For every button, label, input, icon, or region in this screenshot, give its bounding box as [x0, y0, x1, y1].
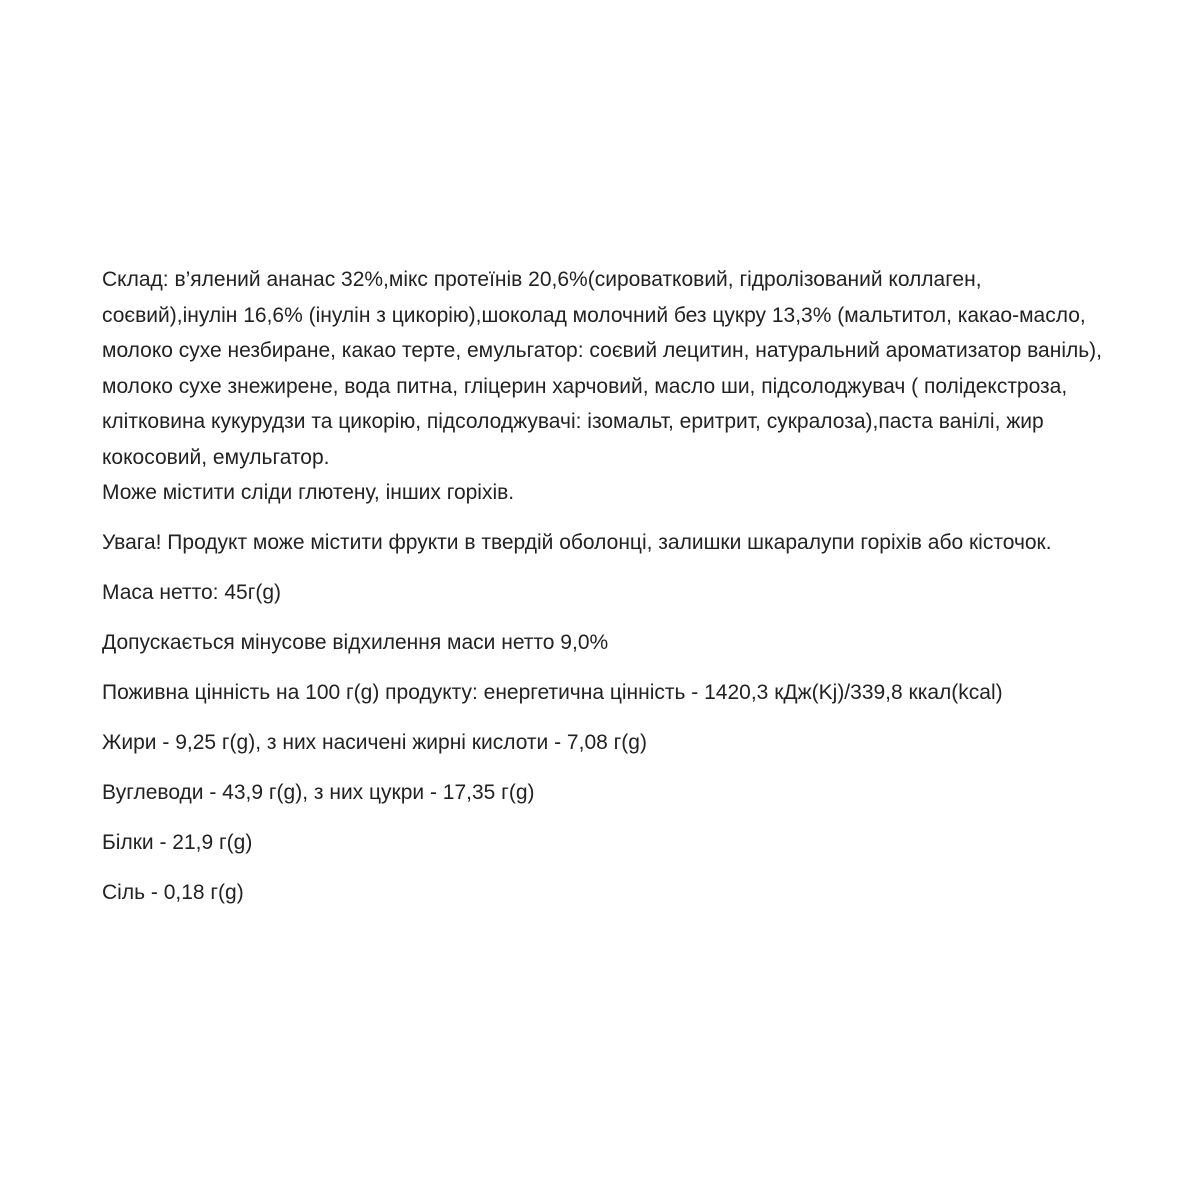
nutrition-energy-text: Поживна цінність на 100 г(g) продукту: енергетична цінність - 1420,3 кДж(Kj)/339,8 ккал(kcal): [102, 681, 1003, 704]
warning-text: Увага! Продукт може містити фрукти в твердій оболонці, залишки шкаралупи горіхів або кісточок.: [102, 531, 1052, 554]
nutrition-carbs-text: Вуглеводи - 43,9 г(g), з них цукри - 17,35 г(g): [102, 781, 535, 804]
product-label-text: [102, 262, 1102, 911]
nutrition-fats-text: Жири - 9,25 г(g), з них насичені жирні кислоти - 7,08 г(g): [102, 731, 647, 754]
weight-tolerance-text: Допускається мінусове відхилення маси нетто 9,0%: [102, 631, 609, 654]
nutrition-protein-text: Білки - 21,9 г(g): [102, 831, 253, 854]
ingredients-paragraph: [102, 262, 1102, 511]
allergen-traces-text: Може містити сліди глютену, інших горіхів.: [102, 481, 515, 504]
ingredients-text: Склад: в’ялений ананас 32%,мікс протеїнів 20,6%(сироватковий, гідролізований коллаген, соєвий),інулін 16,6% (інулін з цикорію),шоколад молочний без цукру 13,3% (мальтитол, какао-масло, молоко сухе незбиране, какао терте, емульгатор: соєвий лецитин, натуральний ароматизатор ваніль), молоко сухе знежирене, вода питна, гліцерин харчовий, масло ши, підсолоджувач ( полідекстроза, клітковина кукурудзи та цикорію, підсолоджувачі: ізомальт, еритрит, сукралоза),паста ванілі, жир кокосовий, емульгатор.: [102, 268, 1103, 469]
net-weight-text: Маса нетто: 45г(g): [102, 581, 282, 604]
nutrition-salt-text: Сіль - 0,18 г(g): [102, 881, 244, 904]
